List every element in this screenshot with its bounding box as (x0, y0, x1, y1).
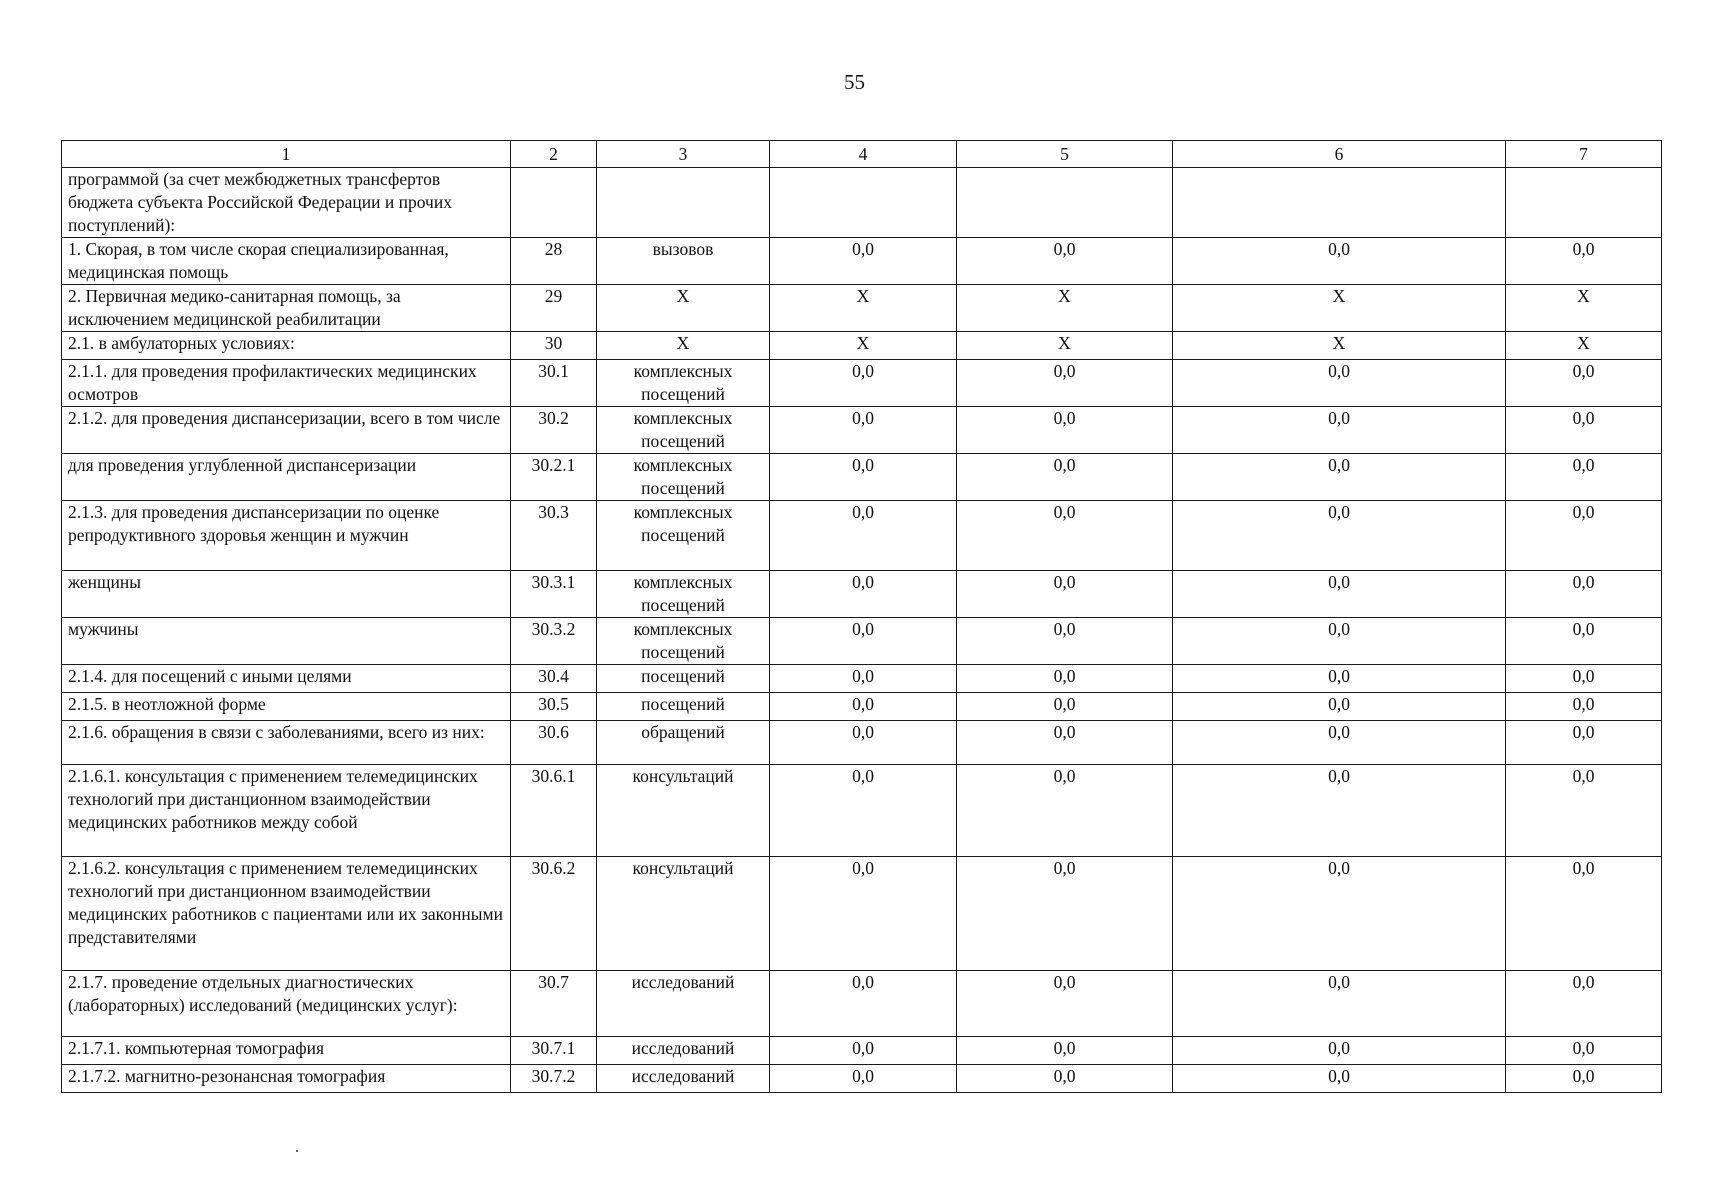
row-value-col6 (1173, 168, 1506, 238)
row-value-col6: 0,0 (1173, 618, 1506, 665)
row-value-col5: 0,0 (957, 765, 1173, 857)
row-value-col6: 0,0 (1173, 857, 1506, 971)
row-label: 2. Первичная медико-санитарная помощь, за исключением медицинской реабилитации (62, 285, 511, 332)
row-label: 2.1.6.2. консультация с применением телемедицинских технологий при дистанционном взаимодействии медицинских работников с пациентами или их законными представителями (62, 857, 511, 971)
column-header: 6 (1173, 141, 1506, 168)
table-row (62, 765, 1662, 857)
row-code: 28 (511, 238, 597, 285)
table-row (62, 665, 1662, 693)
row-unit (597, 168, 770, 238)
table-row (62, 501, 1662, 571)
row-value-col6: 0,0 (1173, 238, 1506, 285)
row-unit: исследований (597, 1037, 770, 1065)
row-unit: комплексных посещений (597, 407, 770, 454)
row-unit: X (597, 285, 770, 332)
table-row (62, 857, 1662, 971)
row-unit: исследований (597, 971, 770, 1037)
row-unit: комплексных посещений (597, 360, 770, 407)
row-value-col5: 0,0 (957, 1065, 1173, 1093)
row-label: 2.1.7.1. компьютерная томография (62, 1037, 511, 1065)
row-code: 30.3.1 (511, 571, 597, 618)
row-code: 30.6.1 (511, 765, 597, 857)
row-code: 30 (511, 332, 597, 360)
table-row (62, 360, 1662, 407)
row-label: 2.1.2. для проведения диспансеризации, всего в том числе (62, 407, 511, 454)
row-label: мужчины (62, 618, 511, 665)
row-value-col6: 0,0 (1173, 765, 1506, 857)
row-value-col6: 0,0 (1173, 665, 1506, 693)
row-label: 2.1.3. для проведения диспансеризации по оценке репродуктивного здоровья женщин и мужчин (62, 501, 511, 571)
table-row (62, 238, 1662, 285)
table-row (62, 1037, 1662, 1065)
row-label: 2.1.1. для проведения профилактических медицинских осмотров (62, 360, 511, 407)
row-value-col7: 0,0 (1506, 765, 1662, 857)
row-unit: обращений (597, 721, 770, 765)
row-value-col5: 0,0 (957, 693, 1173, 721)
table-row (62, 285, 1662, 332)
row-code (511, 168, 597, 238)
table-row (62, 407, 1662, 454)
row-value-col4: 0,0 (770, 618, 957, 665)
row-value-col4: 0,0 (770, 360, 957, 407)
table-row (62, 571, 1662, 618)
row-code: 30.7.1 (511, 1037, 597, 1065)
row-value-col6: 0,0 (1173, 721, 1506, 765)
row-code: 30.6 (511, 721, 597, 765)
row-code: 29 (511, 285, 597, 332)
row-code: 30.5 (511, 693, 597, 721)
row-label: 2.1.4. для посещений с иными целями (62, 665, 511, 693)
row-value-col4: 0,0 (770, 454, 957, 501)
data-table (61, 140, 1662, 1093)
row-value-col4: 0,0 (770, 765, 957, 857)
row-value-col6: 0,0 (1173, 407, 1506, 454)
row-value-col4: 0,0 (770, 693, 957, 721)
row-label: 2.1. в амбулаторных условиях: (62, 332, 511, 360)
column-number-row (62, 141, 1662, 168)
row-unit: посещений (597, 693, 770, 721)
row-value-col4: 0,0 (770, 971, 957, 1037)
row-value-col6: 0,0 (1173, 501, 1506, 571)
row-unit: X (597, 332, 770, 360)
row-unit: посещений (597, 665, 770, 693)
row-value-col6: 0,0 (1173, 454, 1506, 501)
row-unit: консультаций (597, 857, 770, 971)
row-value-col4: 0,0 (770, 238, 957, 285)
row-value-col7: 0,0 (1506, 360, 1662, 407)
row-label: женщины (62, 571, 511, 618)
row-unit: комплексных посещений (597, 454, 770, 501)
scan-speck (296, 1150, 298, 1152)
row-value-col7: 0,0 (1506, 1037, 1662, 1065)
table-row (62, 721, 1662, 765)
row-value-col6: 0,0 (1173, 1065, 1506, 1093)
row-unit: комплексных посещений (597, 618, 770, 665)
row-value-col5: 0,0 (957, 618, 1173, 665)
row-value-col4: 0,0 (770, 857, 957, 971)
row-value-col4: 0,0 (770, 407, 957, 454)
column-header: 3 (597, 141, 770, 168)
table-row (62, 971, 1662, 1037)
row-value-col6: X (1173, 285, 1506, 332)
row-code: 30.7.2 (511, 1065, 597, 1093)
row-value-col5: 0,0 (957, 407, 1173, 454)
row-code: 30.3.2 (511, 618, 597, 665)
column-header: 2 (511, 141, 597, 168)
row-value-col4: X (770, 285, 957, 332)
row-label: 2.1.7. проведение отдельных диагностических (лабораторных) исследований (медицинских услуг): (62, 971, 511, 1037)
row-value-col6: 0,0 (1173, 693, 1506, 721)
row-code: 30.4 (511, 665, 597, 693)
row-value-col5: X (957, 285, 1173, 332)
row-value-col6: 0,0 (1173, 1037, 1506, 1065)
row-value-col5: 0,0 (957, 571, 1173, 618)
row-value-col7: 0,0 (1506, 238, 1662, 285)
column-header: 5 (957, 141, 1173, 168)
row-label: 2.1.5. в неотложной форме (62, 693, 511, 721)
table-row (62, 168, 1662, 238)
row-code: 30.7 (511, 971, 597, 1037)
column-header: 1 (62, 141, 511, 168)
row-value-col7: 0,0 (1506, 857, 1662, 971)
row-value-col7: 0,0 (1506, 454, 1662, 501)
column-header: 4 (770, 141, 957, 168)
row-code: 30.2.1 (511, 454, 597, 501)
row-code: 30.2 (511, 407, 597, 454)
table-body (62, 168, 1662, 1093)
row-value-col6: 0,0 (1173, 971, 1506, 1037)
row-value-col6: 0,0 (1173, 571, 1506, 618)
row-value-col5: 0,0 (957, 454, 1173, 501)
row-value-col5: 0,0 (957, 857, 1173, 971)
row-value-col4: 0,0 (770, 721, 957, 765)
row-unit: вызовов (597, 238, 770, 285)
row-unit: консультаций (597, 765, 770, 857)
row-value-col4: 0,0 (770, 1037, 957, 1065)
row-code: 30.3 (511, 501, 597, 571)
row-label: 1. Скорая, в том числе скорая специализированная, медицинская помощь (62, 238, 511, 285)
row-value-col5: 0,0 (957, 238, 1173, 285)
row-value-col7: 0,0 (1506, 971, 1662, 1037)
table-row (62, 1065, 1662, 1093)
row-value-col5: 0,0 (957, 721, 1173, 765)
row-value-col5: 0,0 (957, 1037, 1173, 1065)
row-value-col4: 0,0 (770, 571, 957, 618)
table-row (62, 454, 1662, 501)
table-row (62, 332, 1662, 360)
table-row (62, 693, 1662, 721)
row-value-col4 (770, 168, 957, 238)
row-value-col7: 0,0 (1506, 693, 1662, 721)
row-value-col7 (1506, 168, 1662, 238)
row-unit: комплексных посещений (597, 571, 770, 618)
row-label: программой (за счет межбюджетных трансфертов бюджета субъекта Российской Федерации и прочих поступлений): (62, 168, 511, 238)
row-value-col7: 0,0 (1506, 618, 1662, 665)
row-value-col4: 0,0 (770, 665, 957, 693)
row-label: 2.1.7.2. магнитно-резонансная томография (62, 1065, 511, 1093)
table-row (62, 618, 1662, 665)
row-value-col7: 0,0 (1506, 407, 1662, 454)
row-label: 2.1.6. обращения в связи с заболеваниями, всего из них: (62, 721, 511, 765)
row-value-col5: 0,0 (957, 501, 1173, 571)
row-code: 30.1 (511, 360, 597, 407)
row-value-col7: 0,0 (1506, 571, 1662, 618)
column-header: 7 (1506, 141, 1662, 168)
row-value-col7: 0,0 (1506, 721, 1662, 765)
row-value-col7: 0,0 (1506, 501, 1662, 571)
page-number: 55 (844, 70, 865, 94)
row-value-col7: 0,0 (1506, 1065, 1662, 1093)
row-value-col5: 0,0 (957, 971, 1173, 1037)
row-value-col7: X (1506, 332, 1662, 360)
row-value-col4: X (770, 332, 957, 360)
row-label: 2.1.6.1. консультация с применением телемедицинских технологий при дистанционном взаимодействии медицинских работников между собой (62, 765, 511, 857)
row-value-col6: 0,0 (1173, 360, 1506, 407)
row-value-col7: X (1506, 285, 1662, 332)
row-value-col4: 0,0 (770, 501, 957, 571)
row-unit: комплексных посещений (597, 501, 770, 571)
row-value-col6: X (1173, 332, 1506, 360)
row-value-col7: 0,0 (1506, 665, 1662, 693)
row-value-col4: 0,0 (770, 1065, 957, 1093)
row-unit: исследований (597, 1065, 770, 1093)
row-value-col5: X (957, 332, 1173, 360)
row-value-col5: 0,0 (957, 360, 1173, 407)
row-value-col5: 0,0 (957, 665, 1173, 693)
row-label: для проведения углубленной диспансеризации (62, 454, 511, 501)
row-code: 30.6.2 (511, 857, 597, 971)
row-value-col5 (957, 168, 1173, 238)
